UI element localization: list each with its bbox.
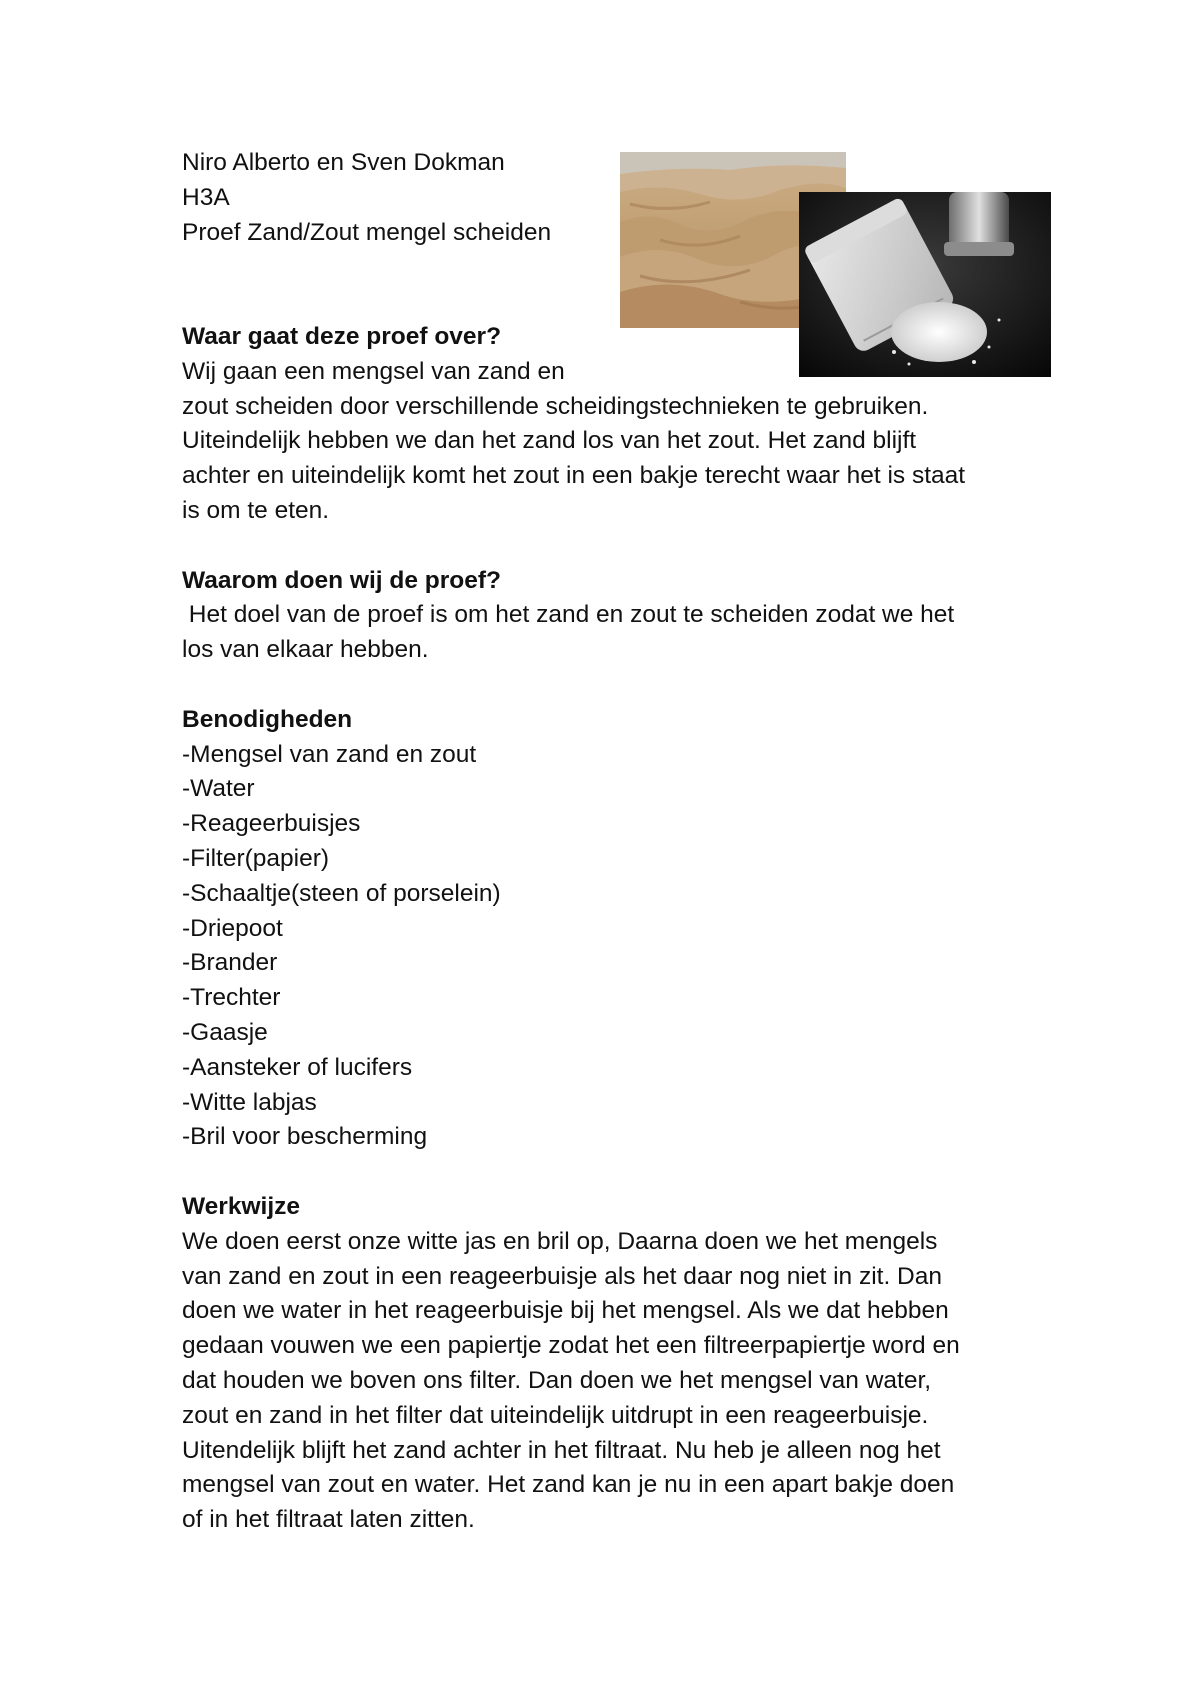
list-item: -Filter(papier) — [182, 844, 330, 872]
paragraph-line: van zand en zout in een reageerbuisje als het daar nog niet in zit. Dan — [182, 1262, 943, 1290]
list-item: -Trechter — [182, 984, 281, 1012]
paragraph-line: zout en zand in het filter dat uiteindelijk uitdrupt in een reageerbuisje. — [182, 1401, 929, 1429]
paragraph-line: doen we water in het reageerbuisje bij het mengsel. Als we dat hebben — [182, 1297, 949, 1325]
list-item: -Driepoot — [182, 914, 283, 942]
paragraph-line: zout scheiden door verschillende scheidingstechnieken te gebruiken. — [182, 392, 929, 420]
list-item: -Reageerbuisjes — [182, 810, 361, 838]
paragraph-line: dat houden we boven ons filter. Dan doen we het mengsel van water, — [182, 1366, 932, 1394]
paragraph-line: Het doel van de proef is om het zand en zout te scheiden zodat we het — [182, 601, 955, 629]
section-heading: Waarom doen wij de proef? — [182, 566, 501, 594]
paragraph-line: We doen eerst onze witte jas en bril op, Daarna doen we het mengels — [182, 1227, 938, 1255]
section-heading: Waar gaat deze proef over? — [182, 323, 502, 350]
paragraph-line: los van elkaar hebben. — [182, 636, 429, 664]
paragraph-line: is om te eten. — [182, 496, 330, 524]
header-block — [182, 146, 551, 250]
list-item: -Witte labjas — [182, 1088, 317, 1116]
paragraph-line: of in het filtraat laten zitten. — [182, 1506, 475, 1534]
paragraph-line: achter en uiteindelijk komt het zout in een bakje terecht waar het is staat — [182, 462, 966, 490]
section-heading: Benodigheden — [182, 705, 353, 733]
list-item: -Water — [182, 775, 255, 803]
list-item: -Bril voor bescherming — [182, 1123, 428, 1151]
authors-line: Niro Alberto en Sven Dokman — [182, 149, 505, 176]
paragraph-line: mengsel van zout en water. Het zand kan je nu in een apart bakje doen — [182, 1471, 955, 1499]
list-item: -Mengsel van zand en zout — [182, 740, 477, 768]
class-line: H3A — [182, 183, 230, 211]
section-intro — [182, 320, 965, 1538]
document-title: Proef Zand/Zout mengel scheiden — [182, 218, 552, 246]
list-item: -Aansteker of lucifers — [182, 1053, 413, 1081]
list-item: -Brander — [182, 949, 278, 977]
section-heading: Werkwijze — [182, 1192, 301, 1220]
list-item: -Schaaltje(steen of porselein) — [182, 879, 501, 907]
paragraph-line: gedaan vouwen we een papiertje zodat het een filtreerpapiertje word en — [182, 1332, 960, 1360]
paragraph-line: Wij gaan een mengsel van zand en — [182, 357, 565, 385]
list-item: -Gaasje — [182, 1018, 268, 1046]
paragraph-line: Uitendelijk blijft het zand achter in het filtraat. Nu heb je alleen nog het — [182, 1436, 941, 1464]
paragraph-line: Uiteindelijk hebben we dan het zand los van het zout. Het zand blijft — [182, 427, 917, 455]
